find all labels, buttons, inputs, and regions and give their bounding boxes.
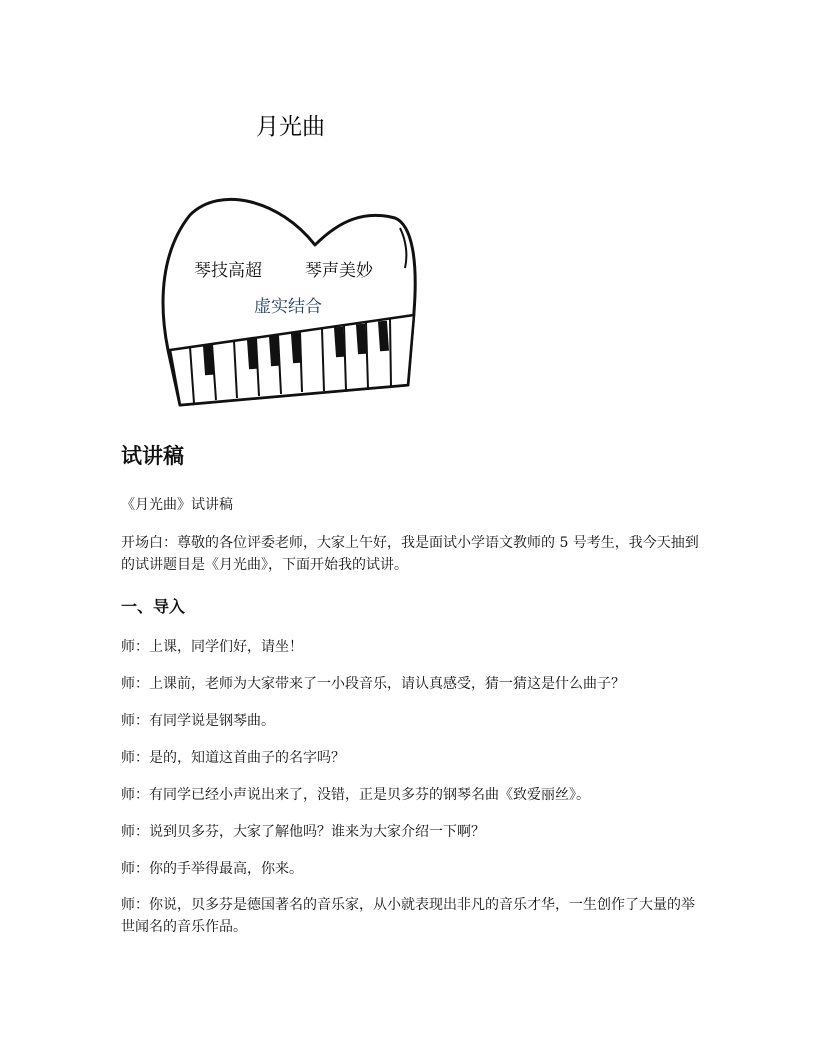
- dialogue-line: 师：有同学说是钢琴曲。: [121, 713, 275, 729]
- piano-illustration: [150, 190, 430, 415]
- section-title: 试讲稿: [121, 444, 184, 468]
- label-sound: 琴声美妙: [305, 261, 373, 281]
- dialogue-line: 师：你说，贝多芬是德国著名的音乐家，从小就表现出非凡的音乐才华，一生创作了大量的举世闻名的音乐作品。: [121, 897, 695, 935]
- dialogue-line: 师：你的手举得最高，你来。: [121, 861, 303, 877]
- dialogue-line: 师：上课前，老师为大家带来了一小段音乐，请认真感受，猜一猜这是什么曲子？: [121, 676, 625, 692]
- dialogue-line: 师：说到贝多芬，大家了解他吗？谁来为大家介绍一下啊？: [121, 824, 485, 840]
- document-title: 月光曲: [256, 114, 325, 140]
- label-virtual-real: 虚实结合: [254, 297, 322, 317]
- dialogue-line: 师：有同学已经小声说出来了，没错，正是贝多芬的钢琴名曲《致爱丽丝》。: [121, 787, 590, 803]
- subtitle: 《月光曲》试讲稿: [121, 497, 233, 513]
- label-skill: 琴技高超: [194, 261, 262, 281]
- dialogue-line: 师：是的，知道这首曲子的名字吗？: [121, 750, 345, 766]
- dialogue-line: 师：上课，同学们好，请坐！: [121, 639, 303, 655]
- heading-intro: 一、导入: [121, 597, 186, 616]
- opening-paragraph: 开场白：尊敬的各位评委老师，大家上午好，我是面试小学语文教师的 5 号考生，我今天抽到的试讲题目是《月光曲》，下面开始我的试讲。: [121, 535, 699, 573]
